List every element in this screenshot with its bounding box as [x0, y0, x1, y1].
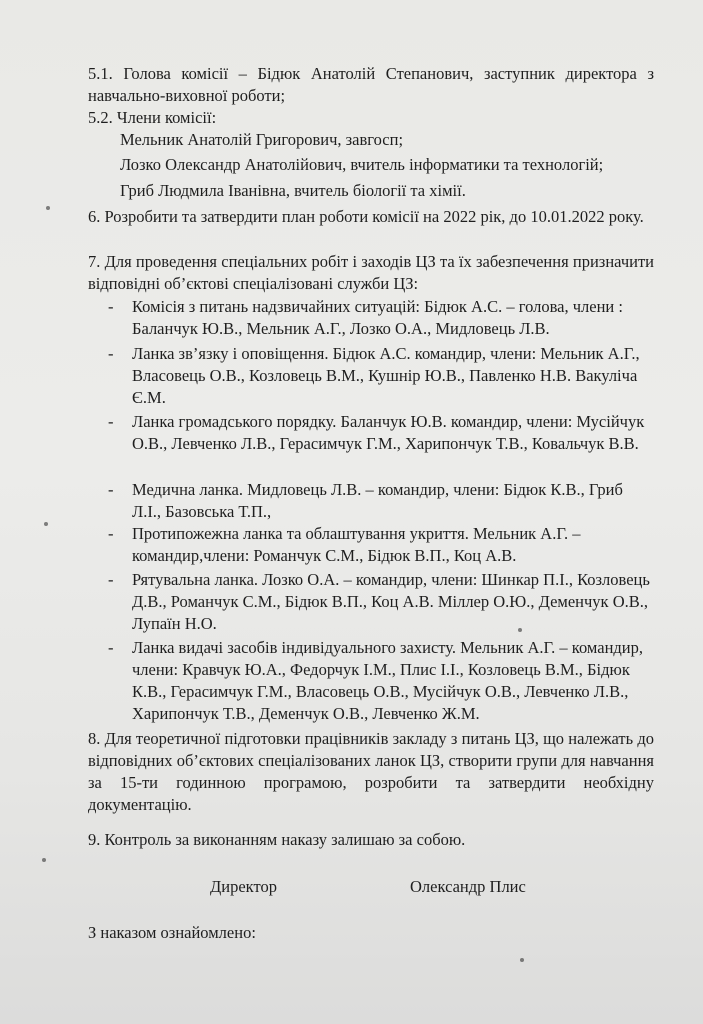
service-fire-unit: Протипожежна ланка та облаштування укриття. Мельник А.Г. – командир,члени: Романчук С.М., Бідюк В.П., Коц А.В.	[132, 524, 581, 565]
item-7-services: 7. Для проведення спеціальних робіт і заходів ЦЗ та їх забезпечення призначити відповідні об’єктові спеціалізовані служби ЦЗ:	[88, 252, 654, 293]
member-line: Гриб Людмила Іванівна, вчитель біології та хімії.	[120, 181, 466, 200]
paper-speck	[520, 958, 524, 962]
section-5-2-members-heading: 5.2. Члени комісії:	[88, 108, 217, 127]
service-rescue-unit: Рятувальна ланка. Лозко О.А. – командир, члени: Шинкар П.І., Козловець Д.В., Романчук С.М., Бідюк В.П., Коц А.В. Міллер О.Ю., Деменчук О.В., Лупаїн Н.О.	[132, 570, 650, 633]
signature-title: Директор	[210, 877, 277, 896]
paper-speck	[518, 628, 522, 632]
service-ppe-unit: Ланка видачі засобів індивідуального захисту. Мельник А.Г. – командир, члени: Кравчук Ю.А., Федорчук І.М., Плис І.І., Козловець В.М., Бідюк К.В., Герасимчук Г.М., Власовець О.В., Мусійчук О.В., Левченко Л.В., Харипончук Т.В., Деменчук О.В., Левченко Ж.М.	[132, 638, 644, 723]
paper-speck	[44, 522, 48, 526]
bullet-marker: -	[108, 297, 114, 316]
item-9-control: 9. Контроль за виконанням наказу залишаю за собою.	[88, 830, 466, 849]
service-emergency-commission: Комісія з питань надзвичайних ситуацій: Бідюк А.С. – голова, члени : Баланчук Ю.В., Мельник А.Г., Лозко О.А., Мидловець Л.В.	[132, 297, 623, 338]
acknowledgement-line: З наказом ознайомлено:	[88, 923, 256, 942]
member-line: Мельник Анатолій Григорович, завгосп;	[120, 130, 404, 149]
item-6-plan: 6. Розробити та затвердити план роботи комісії на 2022 рік, до 10.01.2022 року.	[88, 207, 644, 226]
item-8-training: 8. Для теоретичної підготовки працівників закладу з питань ЦЗ, що належать до відповідних об’єктових спеціалізованих ланок ЦЗ, створити групи для навчання за 15-ти годинною програмою, розробити та затвердити необхідну документацію.	[88, 729, 654, 814]
bullet-marker: -	[108, 344, 114, 363]
paper-speck	[46, 206, 50, 210]
bullet-marker: -	[108, 412, 114, 431]
bullet-marker: -	[108, 638, 114, 657]
paper-speck	[42, 858, 46, 862]
bullet-marker: -	[108, 524, 114, 543]
signature-name: Олександр Плис	[410, 877, 526, 896]
service-medical-unit: Медична ланка. Мидловець Л.В. – командир, члени: Бідюк К.В., Гриб Л.І., Базовська Т.П.,	[132, 480, 623, 521]
bullet-marker: -	[108, 570, 114, 589]
service-communication-unit: Ланка зв’язку і оповіщення. Бідюк А.С. командир, члени: Мельник А.Г., Власовець О.В., Козловець В.М., Кушнір Ю.В., Павленко Н.В. Вакуліча Є.М.	[132, 344, 640, 407]
bullet-marker: -	[108, 480, 114, 499]
section-5-1-chairman: 5.1. Голова комісії – Бідюк Анатолій Степанович, заступник директора з навчально-виховної роботи;	[88, 64, 654, 105]
service-public-order-unit: Ланка громадського порядку. Баланчук Ю.В. командир, члени: Мусійчук О.В., Левченко Л.В., Герасимчук Г.М., Харипончук Т.В., Ковальчук В.В.	[132, 412, 645, 453]
member-line: Лозко Олександр Анатолійович, вчитель інформатики та технологій;	[120, 155, 604, 174]
